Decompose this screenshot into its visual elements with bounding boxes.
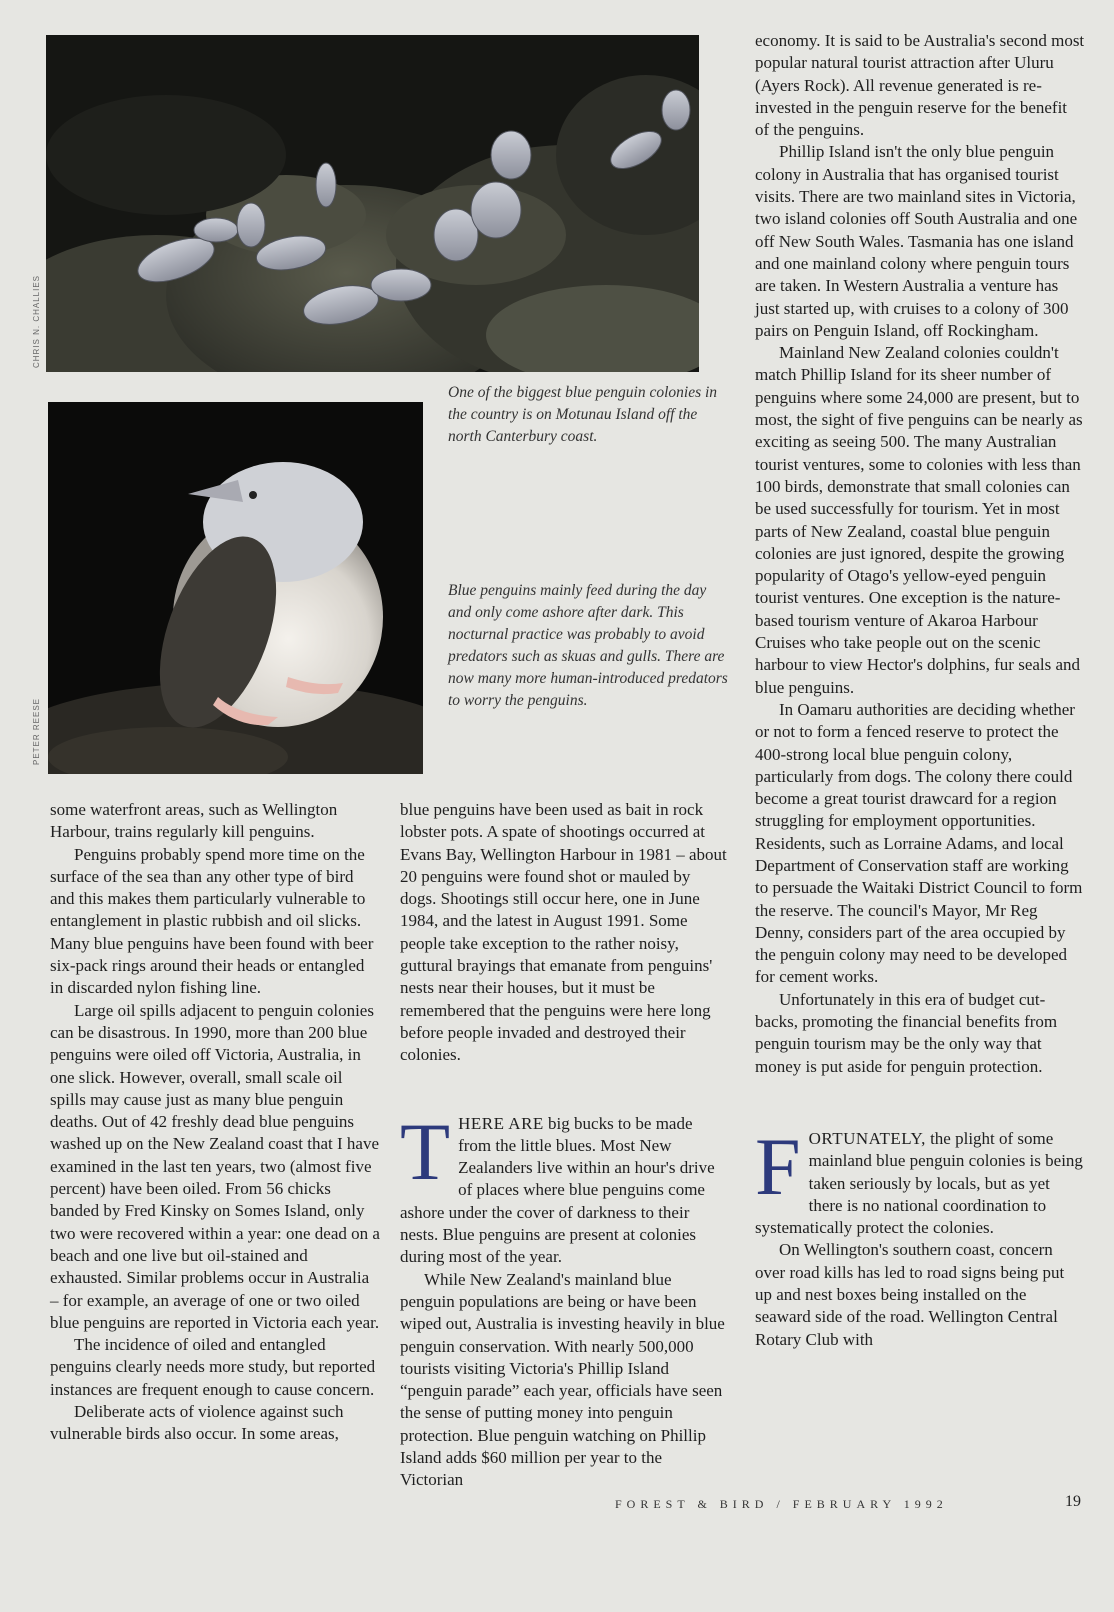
caption-bottom xyxy=(448,580,733,712)
caption-bottom-text: Blue penguins mainly feed during the day and only come ashore after dark. This nocturnal practice was probably to avoid predators such as skuas and gulls. There are now many more human-introduced predators to worry the penguins. xyxy=(448,582,728,709)
col3-dropcap-paragraph xyxy=(755,1120,1085,1239)
col2-dropcap-paragraph xyxy=(400,1105,728,1269)
col1-para-1: some waterfront areas, such as Wellington Harbour, trains regularly kill penguins. xyxy=(50,800,338,842)
col3-lead-caps: ORTUNATELY, xyxy=(808,1128,926,1148)
column-2 xyxy=(400,799,728,1492)
caption-top-text: One of the biggest blue penguin colonies in the country is on Motunau Island off the north Canterbury coast. xyxy=(448,384,718,445)
col3-para-3: Mainland New Zealand colonies couldn't match Phillip Island for its sheer number of penguins where some 24,000 are present, but to most, the sight of five penguins can be nearly as exciting as seeing 500. The many Australian tourist ventures, some to colonies with less than 100 birds, demonstrate that small colonies can be used successfully for tourism. Yet in most parts of New Zealand, coastal blue penguin colonies are just ignored, despite the growing popularity of Otago's yellow-eyed penguin tourist ventures. One exception is the nature-based tourism venture of Akaroa Harbour Cruises who take people out on the scenic harbour to view Hector's dolphins, fur seals and blue penguins. xyxy=(755,343,1083,697)
photo-single-penguin xyxy=(48,402,423,774)
page-number: 19 xyxy=(1065,1493,1081,1510)
col2-dropcap-text: big bucks to be made from the little blues. Most New Zealanders live within an hour's drive of places where blue penguins come ashore under the cover of darkness to their nests. Blue penguins are present at colonies during most of the year. xyxy=(400,1113,715,1267)
column-1 xyxy=(50,799,380,1446)
col3-para-7: On Wellington's southern coast, concern over road kills has led to road signs being put up and nest boxes being installed on the seaward side of the road. Wellington Central Rotary Club with xyxy=(755,1240,1065,1349)
photo-penguins-on-rocks xyxy=(46,35,699,372)
col3-dropcap-text: the plight of some mainland blue penguin colonies is being taken seriously by locals, but as yet there is no national coordination to systematically protect the colonies. xyxy=(755,1128,1083,1238)
col2-para-1: blue penguins have been used as bait in rock lobster pots. A spate of shootings occurred at Evans Bay, Wellington Harbour in 1981 – about 20 penguins were found shot or mauled by dogs. Shootings still occur here, one in June 1984, and the latest in August 1991. Some people take exception to the rather noisy, guttural brayings that emanate from penguins' nests near their houses, but it must be remembered that the penguins were here long before people invaded and destroyed their colonies. xyxy=(400,800,727,1065)
dropcap-letter-f: F xyxy=(755,1120,801,1212)
col3-para-1: economy. It is said to be Australia's second most popular natural tourist attraction after Uluru (Ayers Rock). All revenue generated is re-invested in the penguin reserve for the benefit of the penguins. xyxy=(755,31,1085,140)
photo-credit-bottom: PETER REESE xyxy=(32,697,41,765)
dropcap-letter-t: T xyxy=(400,1105,451,1197)
col3-para-4: In Oamaru authorities are deciding whether or not to form a fenced reserve to protect the 400-strong local blue penguin colony, particularly from dogs. The colony there could become a great tourist drawcard for a region struggling for employment opportunities. Residents, such as Lorraine Adams, and local Department of Conservation staff are working to persuade the Waitaki District Council to form the reserve. The council's Mayor, Mr Reg Denny, considers part of the area occupied by the penguin colony may need to be developed for cement works. xyxy=(755,699,1083,987)
col2-para-3: While New Zealand's mainland blue penguin populations are being or have been wiped out, Australia is investing heavily in blue penguin conservation. With nearly 500,000 tourists visiting Victoria's Phillip Island “penguin parade” each year, officials have seen the sense of putting money into penguin protection. Blue penguin watching on Phillip Island adds $60 million per year to the Victorian xyxy=(400,1269,725,1490)
caption-top xyxy=(448,382,733,448)
col2-lead-caps: HERE ARE xyxy=(458,1113,544,1133)
column-3 xyxy=(755,30,1085,1351)
col1-para-5: Deliberate acts of violence against such vulnerable birds also occur. In some areas, xyxy=(50,1402,344,1444)
running-footer: FOREST & BIRD / FEBRUARY 1992 xyxy=(615,1497,948,1511)
photo-credit-top: CHRIS N. CHALLIES xyxy=(32,274,41,368)
col1-para-4: The incidence of oiled and entangled penguins clearly needs more study, but reported instances are frequent enough to cause concern. xyxy=(50,1335,376,1399)
col1-para-3: Large oil spills adjacent to penguin colonies can be disastrous. In 1990, more than 200 blue penguins were oiled off Victoria, Australia, in one slick. However, overall, small scale oil spills may cause just as many blue penguin deaths. Out of 42 freshly dead blue penguins washed up on the New Zealand coast that I have examined in the last ten years, two (almost five percent) have been oiled. From 56 chicks banded by Fred Kinsky on Somes Island, only two were recovered within a year: one dead on a beach and one live but oil-stained and exhausted. Similar problems occur in Australia – for example, an average of one or two oiled blue penguins are reported in Victoria each year. xyxy=(50,1000,380,1332)
col3-para-5: Unfortunately in this era of budget cut-backs, promoting the financial benefits from penguin tourism may be the only way that money is put aside for penguin protection. xyxy=(755,989,1058,1076)
col1-para-2: Penguins probably spend more time on the surface of the sea than any other type of bird and this makes them particularly vulnerable to entanglement in plastic rubbish and oil slicks. Many blue penguins have been found with beer six-pack rings around their heads or entangled in discarded nylon fishing line. xyxy=(50,844,374,998)
col3-para-2: Phillip Island isn't the only blue penguin colony in Australia that has organised tourist visits. There are two mainland sites in Victoria, two island colonies off South Australia and one off New South Wales. Tasmania has one island and one mainland colony where penguin tours are taken. In Western Australia a venture has just started up, with cruises to a colony of 300 pairs on Penguin Island, off Rockingham. xyxy=(755,142,1078,340)
